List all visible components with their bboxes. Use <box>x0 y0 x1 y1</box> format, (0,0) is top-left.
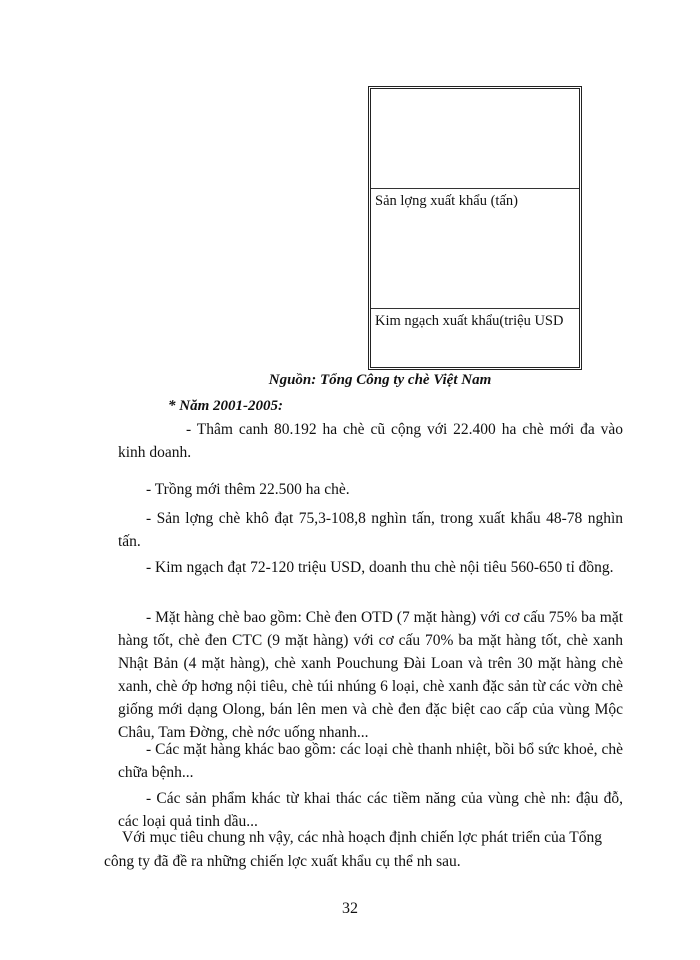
data-table <box>368 86 582 370</box>
table-source-caption: Nguồn: Tổng Công ty chè Việt Nam <box>268 372 492 388</box>
table-cell-export-volume: Sản lợng xuất khẩu (tấn) <box>375 193 518 209</box>
paragraph-turnover: - Kim ngạch đạt 72-120 triệu USD, doanh thu chè nội tiêu 560-650 tỉ đồng. <box>146 559 614 576</box>
paragraph-other-resources: - Các sản phẩm khác từ khai thác các tiềm năng của vùng chè nh: đậu đỗ, các loại quả tinh dầu... <box>118 790 623 830</box>
table-row <box>371 189 579 309</box>
paragraph-intensive-farming: - Thâm canh 80.192 ha chè cũ cộng với 22.400 ha chè mới đa vào kinh doanh. <box>118 421 623 461</box>
table-row <box>371 309 579 367</box>
paragraph-new-planting: - Trồng mới thêm 22.500 ha chè. <box>146 481 350 498</box>
paragraph-other-products: - Các mặt hàng khác bao gồm: các loại chè thanh nhiệt, bồi bổ sức khoẻ, chè chữa bệnh... <box>118 741 623 781</box>
paragraph-product-range: - Mặt hàng chè bao gồm: Chè đen OTD (7 mặt hàng) với cơ cấu 75% ba mặt hàng tốt, chè đen CTC (9 mặt hàng) với cơ cấu 70% ba mặt hàng tốt, chè xanh Nhật Bản (4 mặt hàng), chè xanh Pouchung Đài Loan và trên 30 mặt hàng chè xanh, chè ớp hơng nội tiêu, chè túi nhúng 6 loại, chè xanh đặc sản từ các vờn chè giống mới dạng Olong, bán lên men và chè đen đặc biệt cao cấp của vùng Mộc Châu, Tam Đờng, chè nớc uống nhanh... <box>118 609 623 741</box>
table-cell-export-value: Kim ngạch xuất khẩu(triệu USD <box>375 313 564 329</box>
table-row <box>371 89 579 189</box>
section-subheading: * Năm 2001-2005: <box>168 398 283 414</box>
paragraph-output: - Sản lợng chè khô đạt 75,3-108,8 nghìn tấn, trong xuất khẩu 48-78 nghìn tấn. <box>118 510 623 550</box>
page-number: 32 <box>342 900 358 917</box>
closing-paragraph: Với mục tiêu chung nh vậy, các nhà hoạch định chiến lợc phát triển của Tổng công ty đã đề ra những chiến lợc xuất khẩu cụ thể nh sau. <box>104 829 602 870</box>
